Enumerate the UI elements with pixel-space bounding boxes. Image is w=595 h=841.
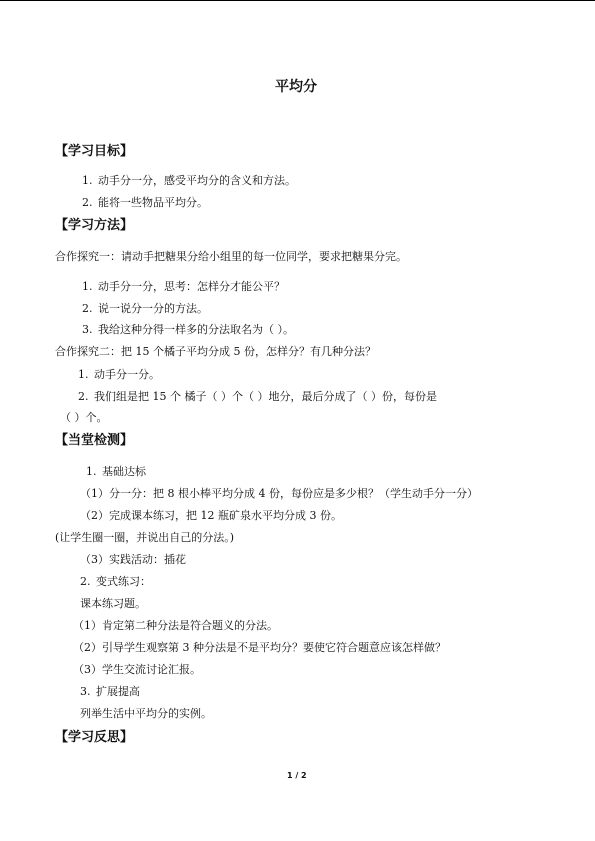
explore1-item-number: 1.	[82, 280, 93, 293]
check-basic-number: 1.	[86, 465, 97, 478]
check-basic-q2: （2）完成课本练习，把 12 瓶矿泉水平均分成 3 份。	[80, 509, 342, 522]
goal-item-text: 能将一些物品平均分。	[98, 196, 208, 209]
explore2-item-number: 2.	[78, 390, 89, 403]
check-basic-text: 基础达标	[102, 465, 146, 478]
check-extend-content: 列举生活中平均分的实例。	[80, 707, 212, 720]
top-border-line	[0, 0, 595, 1]
explore1-item-text: 说一说分一分的方法。	[98, 302, 208, 315]
explore2-item-continuation: （ ）个。	[60, 411, 108, 424]
explore2-item-text: 动手分一分。	[94, 368, 160, 381]
check-extend-number: 3.	[80, 685, 91, 698]
check-basic-q3: （3）实践活动：插花	[80, 553, 186, 566]
explore2-item-number: 1.	[78, 368, 89, 381]
check-variant-q3: （3）学生交流讨论汇报。	[73, 663, 201, 676]
explore1-item	[82, 280, 285, 294]
section-heading-check: 【当堂检测】	[55, 433, 134, 448]
page-number: 1 / 2	[287, 771, 307, 780]
explore2-item-text: 我们组是把 15 个 橘子（ ）个（ ）地分，最后分成了（ ）份，每份是	[94, 390, 437, 403]
explore1-item-text: 动手分一分，思考：怎样分才能公平？	[98, 280, 285, 293]
explore2-item	[78, 368, 160, 382]
explore2-intro: 合作探究二：把 15 个橘子平均分成 5 份，怎样分？有几种分法？	[55, 345, 376, 358]
section-heading-reflection: 【学习反思】	[55, 730, 134, 745]
check-variant-number: 2.	[80, 575, 91, 588]
check-basic-q1: （1）分一分：把 8 根小棒平均分成 4 份，每份应是多少根？（学生动手分一分）	[80, 487, 478, 500]
explore1-item-text: 我给这种分得一样多的分法取名为（ ）。	[98, 323, 294, 336]
check-variant-text: 变式练习：	[96, 575, 151, 588]
check-basic-q2-note: (让学生圈一圈，并说出自己的分法。)	[55, 531, 235, 544]
section-heading-methods: 【学习方法】	[55, 218, 134, 233]
explore1-item-number: 2.	[82, 302, 93, 315]
explore1-item-number: 3.	[82, 323, 93, 336]
check-variant-q2: （2）引导学生观察第 3 种分法是不是平均分？要使它符合题意应该怎样做？	[73, 641, 446, 654]
page-title: 平均分	[275, 79, 317, 95]
check-variant-title	[80, 575, 151, 589]
goal-item	[82, 174, 296, 188]
explore1-item	[82, 323, 294, 337]
check-variant-q1: （1）肯定第二种分法是符合题义的分法。	[73, 619, 278, 632]
explore1-item	[82, 302, 208, 316]
check-extend-title	[80, 685, 140, 699]
goal-item	[82, 196, 208, 210]
section-heading-goals: 【学习目标】	[55, 144, 134, 159]
goal-item-text: 动手分一分，感受平均分的含义和方法。	[98, 174, 296, 187]
explore2-item	[78, 390, 437, 404]
goal-item-number: 1.	[82, 174, 93, 187]
goal-item-number: 2.	[82, 196, 93, 209]
explore1-intro: 合作探究一：请动手把糖果分给小组里的每一位同学，要求把糖果分完。	[55, 250, 407, 263]
check-extend-text: 扩展提高	[96, 685, 140, 698]
check-basic-title	[86, 465, 146, 479]
check-variant-sub: 课本练习题。	[80, 597, 146, 610]
